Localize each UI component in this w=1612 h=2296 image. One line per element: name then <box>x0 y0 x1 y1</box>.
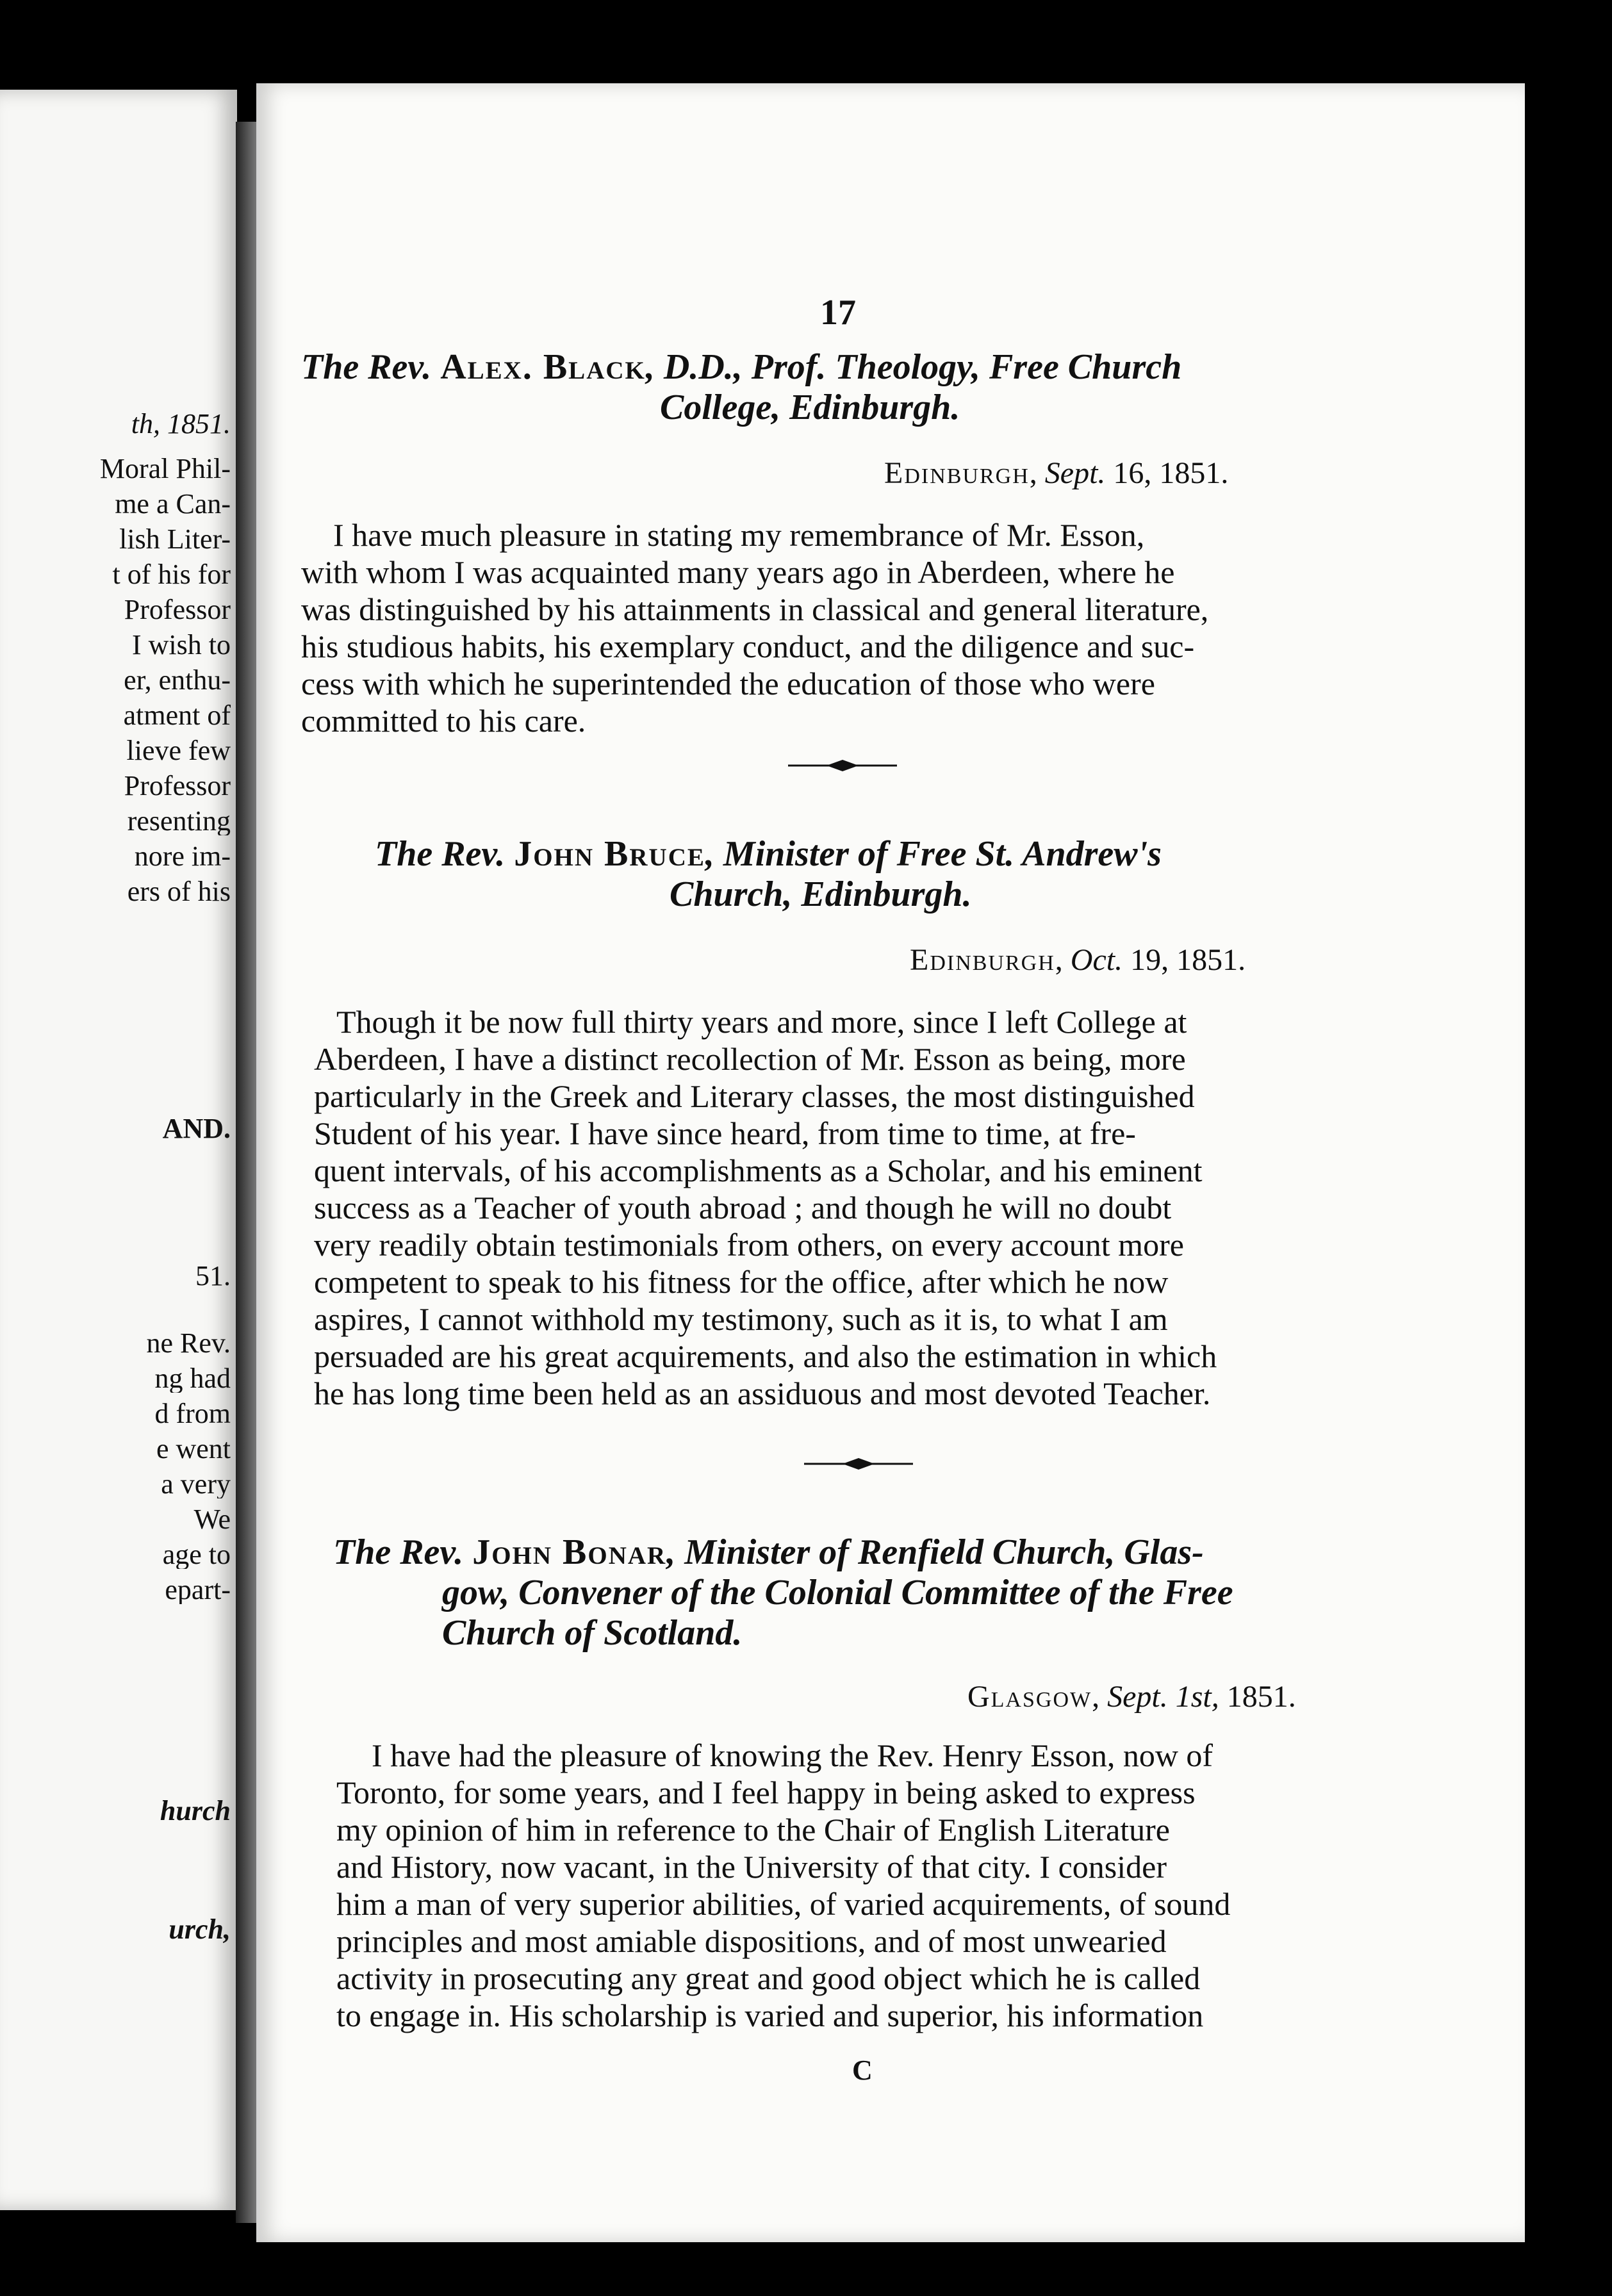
letter-body-line: I have had the pleasure of knowing the Rev. Henry Esson, now of <box>372 1737 1213 1773</box>
letter-heading: College, Edinburgh. <box>660 388 960 427</box>
letter-heading: Church of Scotland. <box>442 1613 743 1653</box>
left-fragment: a very <box>161 1470 231 1498</box>
letter-body-line: competent to speak to his fitness for the office, after which he now <box>314 1264 1169 1300</box>
left-fragment: d from <box>154 1400 231 1428</box>
letter-heading: gow, Convener of the Colonial Committee of the Free <box>442 1573 1233 1612</box>
left-fragment: er, enthu- <box>124 666 231 694</box>
letter-heading: The Rev. John Bruce, Minister of Free St. Andrew's <box>375 834 1162 874</box>
letter-heading: Church, Edinburgh. <box>670 874 972 914</box>
letter-dateline: Edinburgh, Oct. 19, 1851. <box>910 943 1246 977</box>
left-fragment: th, 1851. <box>131 410 231 438</box>
letter-body-line: aspires, I cannot withhold my testimony, such as it is, to what I am <box>314 1301 1168 1337</box>
letter-body-line: cess with which he superintended the education of those who were <box>301 666 1155 701</box>
letter-body-line: to engage in. His scholarship is varied and superior, his information <box>336 1997 1204 2033</box>
letter-body-line: Toronto, for some years, and I feel happy in being asked to express <box>336 1775 1196 1810</box>
left-fragment: Professor <box>124 772 231 800</box>
right-page <box>256 83 1525 2242</box>
letter-dateline: Glasgow, Sept. 1st, 1851. <box>967 1680 1296 1714</box>
letter-body-line: committed to his care. <box>301 703 586 739</box>
section-divider <box>788 756 897 775</box>
printer-signature: C <box>852 2054 873 2086</box>
left-fragment: 51. <box>195 1262 231 1290</box>
letter-heading: The Rev. Alex. Black, D.D., Prof. Theology, Free Church <box>301 347 1182 387</box>
left-fragment: e went <box>156 1435 231 1463</box>
left-fragment: epart- <box>165 1576 231 1604</box>
left-fragment: hurch <box>160 1797 231 1825</box>
letter-dateline: Edinburgh, Sept. 16, 1851. <box>884 456 1229 490</box>
left-fragment: age to <box>162 1541 231 1569</box>
letter-body-line: persuaded are his great acquirements, and also the estimation in which <box>314 1338 1217 1374</box>
left-fragment: AND. <box>162 1115 231 1143</box>
letter-body-line: Aberdeen, I have a distinct recollection of Mr. Esson as being, more <box>314 1041 1186 1077</box>
letter-body-line: him a man of very superior abilities, of varied acquirements, of sound <box>336 1886 1231 1922</box>
section-divider <box>804 1454 913 1473</box>
letter-heading: The Rev. John Bonar, Minister of Renfield Church, Glas- <box>333 1532 1204 1572</box>
letter-body-line: principles and most amiable dispositions, and of most unwearied <box>336 1923 1167 1959</box>
letter-body-line: I have much pleasure in stating my remembrance of Mr. Esson, <box>333 517 1145 553</box>
left-fragment: nore im- <box>134 842 231 871</box>
left-fragment: ng had <box>154 1365 231 1393</box>
page-number: 17 <box>820 293 856 332</box>
left-fragment: resenting <box>127 807 231 835</box>
left-page <box>0 90 237 2210</box>
letter-body-line: with whom I was acquainted many years ago in Aberdeen, where he <box>301 554 1175 590</box>
left-fragment: We <box>193 1505 231 1534</box>
letter-body-line: very readily obtain testimonials from others, on every account more <box>314 1227 1184 1263</box>
letter-body-line: Though it be now full thirty years and more, since I left College at <box>336 1004 1187 1040</box>
letter-body-line: he has long time been held as an assiduous and most devoted Teacher. <box>314 1375 1211 1411</box>
left-fragment: I wish to <box>132 631 231 659</box>
left-fragment: Moral Phil- <box>99 455 231 483</box>
left-fragment: ers of his <box>127 878 231 906</box>
left-fragment: lieve few <box>126 737 231 765</box>
left-fragment: Professor <box>124 596 231 624</box>
letter-body-line: activity in prosecuting any great and good object which he is called <box>336 1960 1201 1996</box>
letter-body-line: and History, now vacant, in the University of that city. I consider <box>336 1849 1167 1885</box>
left-fragment: ne Rev. <box>146 1329 231 1357</box>
letter-body-line: his studious habits, his exemplary conduct, and the diligence and suc- <box>301 628 1195 664</box>
left-fragment: lish Liter- <box>119 525 231 554</box>
letter-body-line: particularly in the Greek and Literary classes, the most distinguished <box>314 1078 1195 1114</box>
left-fragment: atment of <box>123 701 231 730</box>
left-fragment: me a Can- <box>115 490 231 518</box>
left-fragment: urch, <box>169 1915 231 1944</box>
letter-body-line: Student of his year. I have since heard, from time to time, at fre- <box>314 1115 1136 1151</box>
letter-body-line: was distinguished by his attainments in classical and general literature, <box>301 591 1209 627</box>
letter-body-line: success as a Teacher of youth abroad ; and though he will no doubt <box>314 1190 1172 1226</box>
letter-body-line: quent intervals, of his accomplishments as a Scholar, and his eminent <box>314 1152 1203 1188</box>
letter-body-line: my opinion of him in reference to the Chair of English Literature <box>336 1812 1171 1848</box>
left-fragment: t of his for <box>112 561 231 589</box>
